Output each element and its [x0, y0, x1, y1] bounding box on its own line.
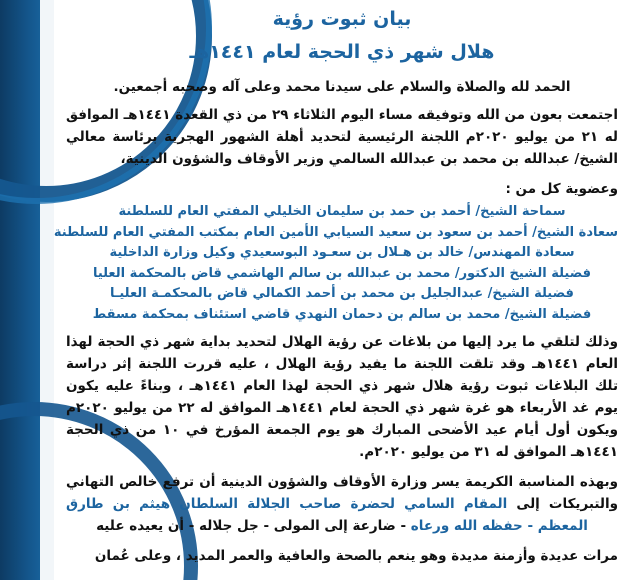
- list-item: فضيلة الشيخ الدكتور/ محمد بن عبدالله بن سالم الهاشمي قاض بالمحكمة العليا: [92, 265, 592, 281]
- intro-paragraph: الحمد لله والصلاة والسلام على سيدنا محمد وعلى آله وصحبه أجمعين.: [113, 79, 571, 95]
- document-content: [53, 0, 636, 580]
- congratulations-paragraph: [66, 471, 618, 537]
- list-item: سعادة المهندس/ خالد بن هـلال بن سعـود البوسعيدي وكيل وزارة الداخلية: [109, 245, 575, 260]
- congratulations-part-2: - ضارعة إلى المولى - جل جلاله - أن يعيده عليه: [96, 518, 407, 534]
- closing-line: مرات عديدة وأزمنة مديدة وهو ينعم بالصحة والعافية والعمر المديد ، وعلى عُمان: [94, 548, 618, 564]
- list-item: سعادة الشيخ/ أحمد بن سعود بن سعيد السيابي الأمين العام بمكتب المفتي العام للسلطنة: [53, 224, 618, 240]
- committee-paragraph: اجتمعت بعون من الله وتوفيقه مساء اليوم الثلاثاء ٢٩ من ذي القعدة ١٤٤١هـ الموافق له ٢١ من يوليو ٢٠٢٠م اللجنة الرئيسية لتحديد أهلة الشهور الهجرية برئاسة معالي الشيخ/ عبدالله بن محمد بن عبدالله السالمي وزير الأوقاف والشؤون الدينية،: [66, 107, 618, 167]
- members-list: [53, 202, 618, 325]
- list-item: سماحة الشيخ/ أحمد بن حمد بن سليمان الخليلي المفتي العام للسلطنة: [118, 204, 566, 219]
- list-item: فضيلة الشيخ/ محمد بن سالم بن دحمان النهدي قاضي استئناف بمحكمة مسقط: [92, 306, 592, 322]
- list-item: فضيلة الشيخ/ عبدالجليل بن محمد بن أحمد الكمالي قاض بالمحكمـة العليـا: [110, 286, 574, 301]
- members-lead-in: وعضوية كل من :: [505, 181, 618, 197]
- royal-title-highlight: المقام السامي لحضرة صاحب الجلالة السلطان هيثم بن طارق المعظم - حفظه الله ورعاه: [66, 496, 588, 534]
- congratulations-part-1: وبهذه المناسبة الكريمة يسر وزارة الأوقاف والشؤون الدينية أن ترفع خالص التهاني والتبريكات إلى: [66, 474, 618, 512]
- page-title-line-1: بيان ثبوت رؤية: [272, 8, 412, 30]
- decision-paragraph: وذلك لتلقي ما يرد إليها من بلاغات عن رؤية الهلال لتحديد بداية شهر ذي الحجة لهذا العام ١٤٤١هـ وقد تلقت اللجنة ما يفيد رؤية الهلال ، عليه قررت اللجنة إثر دراسة تلك البلاغات ثبوت رؤية هلال شهر ذي الحجة لهذا العام ١٤٤١هـ ، وبناءً عليه يكون يوم غد الأربعاء هو غرة شهر ذي الحجة لعام ١٤٤١هـ الموافق له ٢٢ من يوليو ٢٠٢٠م ويكون أول أيام عيد الأضحى المبارك هو يوم الجمعة المؤرخ في ١٠ من ذي الحجة ١٤٤١هـ الموافق له ٣١ من يوليو ٢٠٢٠م.: [66, 334, 619, 460]
- page-title-line-2: هلال شهر ذي الحجة لعام ١٤٤١هـ: [189, 41, 495, 63]
